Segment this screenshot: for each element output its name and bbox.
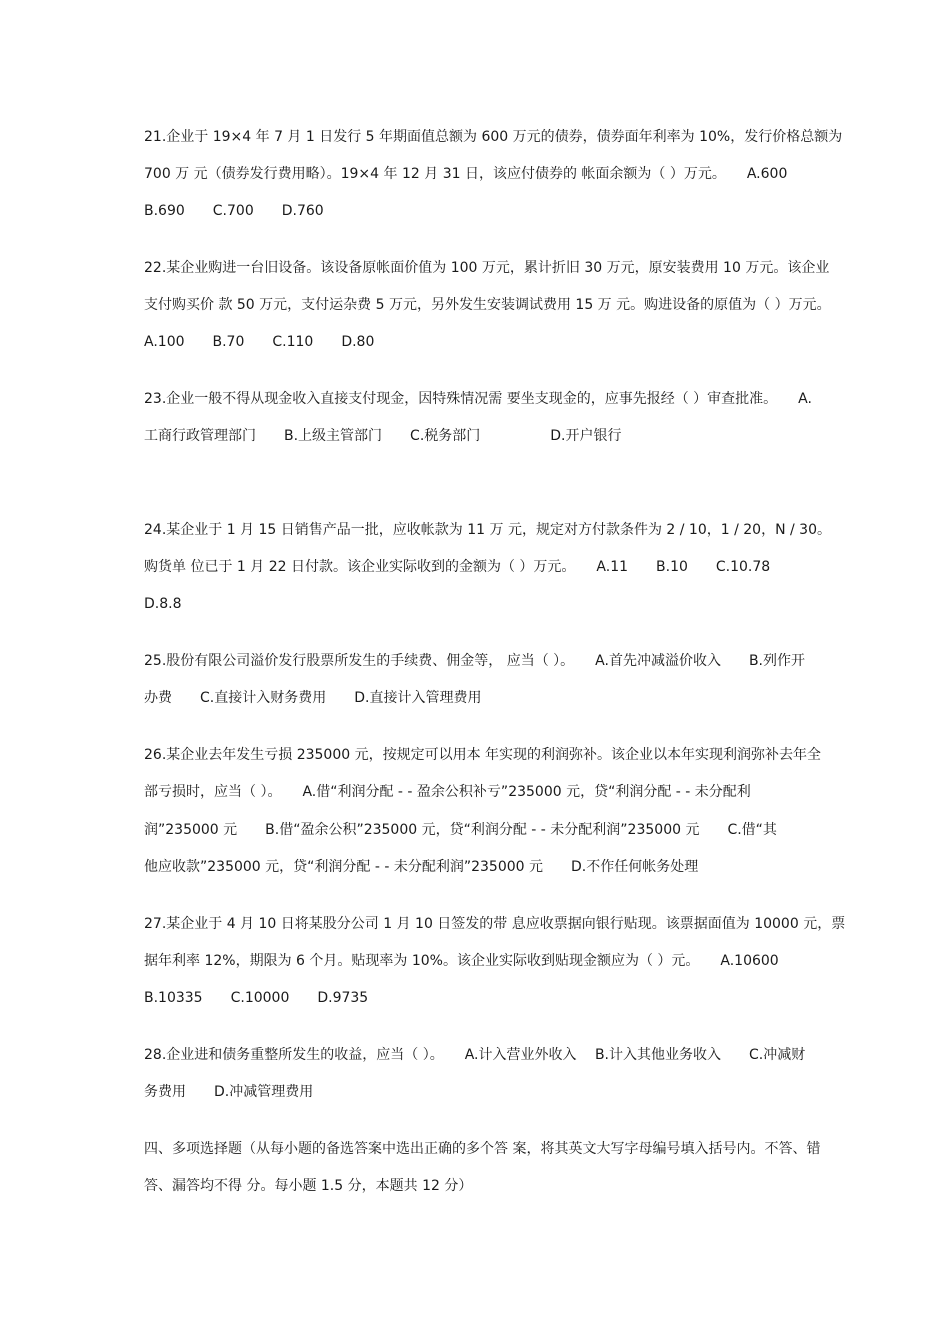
question-24-line-2: 购货单 位已于 1 月 22 日付款。该企业实际收到的金额为（ ）万元。 A.11 B.10 C.10.78 (144, 559, 771, 575)
question-25-line-1: 25.股份有限公司溢价发行股票所发生的手续费、佣金等， 应当（ ）。 A.首先冲减溢价收入 B.列作开 (144, 653, 805, 669)
question-22-line-2: 支付购买价 款 50 万元，支付运杂费 5 万元，另外发生安装调试费用 15 万 元。购进设备的原值为（ ）万元。 (144, 297, 831, 313)
question-22-line-3: A.100 B.70 C.110 D.80 (144, 334, 375, 350)
question-26-line-1: 26.某企业去年发生亏损 235000 元，按规定可以用本 年实现的利润弥补。该企业以本年实现利润弥补去年全 (144, 747, 822, 763)
question-26-line-3: 润”235000 元 B.借“盈余公积”235000 元，贷“利润分配 - - 未分配利润”235000 元 C.借“其 (144, 822, 777, 838)
question-22-line-1: 22.某企业购进一台旧设备。该设备原帐面价值为 100 万元，累计折旧 30 万元，原安装费用 10 万元。该企业 (144, 260, 830, 276)
question-21-line-3: B.690 C.700 D.760 (144, 203, 324, 219)
question-26-line-2: 部亏损时，应当（ ）。 A.借“利润分配 - - 盈余公积补亏”235000 元，贷“利润分配 - - 未分配利 (144, 784, 751, 800)
question-25-line-2: 办费 C.直接计入财务费用 D.直接计入管理费用 (144, 690, 482, 706)
question-28-line-1: 28.企业进和债务重整所发生的收益，应当（ ）。 A.计入营业外收入 B.计入其他业务收入 C.冲减财 (144, 1047, 806, 1063)
section-heading-line-1: 四、多项选择题（从每小题的备选答案中选出正确的多个答 案，将其英文大写字母编号填入括号内。不答、错 (144, 1141, 821, 1157)
question-23-line-2: 工商行政管理部门 B.上级主管部门 C.税务部门 D.开户银行 (144, 428, 622, 444)
question-24-line-1: 24.某企业于 1 月 15 日销售产品一批，应收帐款为 11 万 元，规定对方付款条件为 2 / 10，1 / 20，N / 30。 (144, 522, 831, 538)
section-heading-line-2: 答、漏答均不得 分。每小题 1.5 分，本题共 12 分） (144, 1178, 473, 1194)
question-28-line-2: 务费用 D.冲减管理费用 (144, 1084, 314, 1100)
question-24-line-3: D.8.8 (144, 596, 182, 612)
question-21-line-1: 21.企业于 19×4 年 7 月 1 日发行 5 年期面值总额为 600 万元的债券，债券面年利率为 10%，发行价格总额为 (144, 129, 843, 145)
question-27-line-2: 据年利率 12%，期限为 6 个月。贴现率为 10%。该企业实际收到贴现金额应为（ ）元。 A.10600 (144, 953, 779, 969)
question-27-line-3: B.10335 C.10000 D.9735 (144, 990, 369, 1006)
question-23-line-1: 23.企业一般不得从现金收入直接支付现金，因特殊情况需 要坐支现金的，应事先报经（ ）审查批准。 A. (144, 391, 812, 407)
question-27-line-1: 27.某企业于 4 月 10 日将某股分公司 1 月 10 日签发的带 息应收票据向银行贴现。该票据面值为 10000 元，票 (144, 916, 846, 932)
question-26-line-4: 他应收款”235000 元，贷“利润分配 - - 未分配利润”235000 元 D.不作任何帐务处理 (144, 859, 699, 875)
question-21-line-2: 700 万 元（债券发行费用略）。19×4 年 12 月 31 日，该应付债券的 帐面余额为（ ）万元。 A.600 (144, 166, 788, 182)
